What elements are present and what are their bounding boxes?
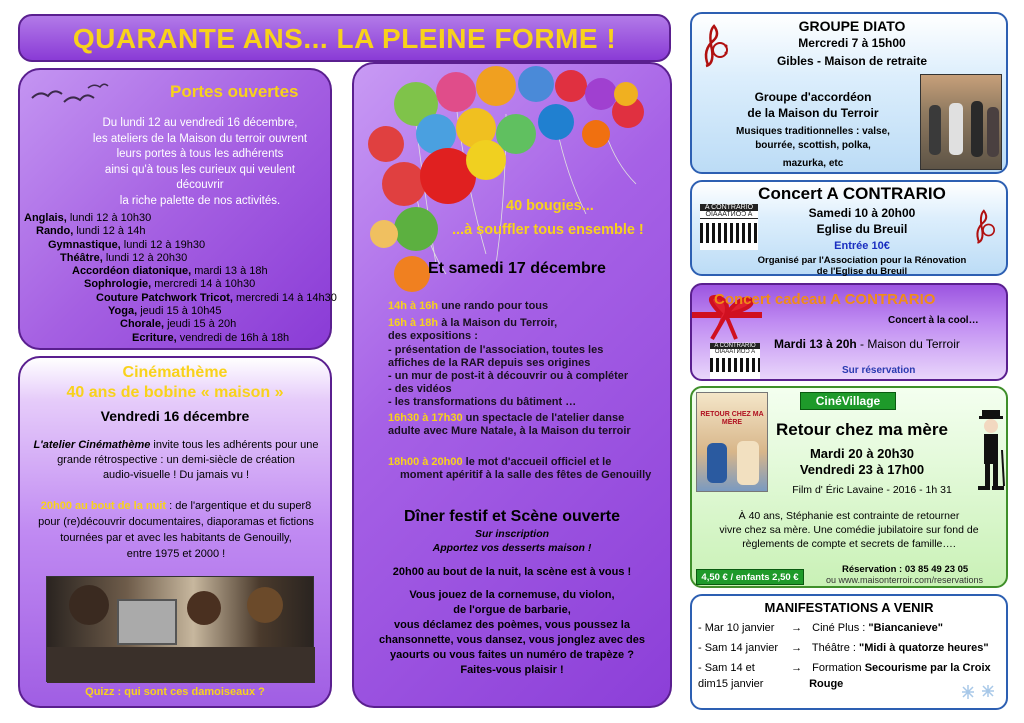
portes-intro-line: ainsi qu'à tous les curieux qui veulent découvrir bbox=[104, 163, 296, 191]
manif-row bbox=[698, 622, 1004, 634]
concert-panel bbox=[690, 180, 1008, 276]
time-desc-2: adulte avec Mure Natale, à la Maison du terroir bbox=[388, 424, 631, 437]
concert-org-1: Organisé par l'Association pour la Rénovation bbox=[757, 255, 967, 266]
vous-line: Faites-vous plaisir ! bbox=[460, 664, 564, 676]
logo-text: A CONTRARIO bbox=[710, 343, 760, 349]
schedule-item bbox=[24, 305, 330, 318]
schedule-name: Rando, bbox=[36, 225, 74, 238]
portes-intro-line: Du lundi 12 au vendredi 16 décembre, bbox=[102, 117, 298, 129]
bougies-line-2: ...à souffler tous ensemble ! bbox=[452, 222, 644, 238]
cadeau-title: Concert cadeau A CONTRARIO bbox=[714, 291, 936, 308]
film-desc-3: règlements de compte et secrets de famille…. bbox=[742, 538, 956, 550]
schedule-detail: lundi 12 à 19h30 bbox=[120, 238, 206, 251]
cine-p2-line: tournées par et avec les habitants de Genouilly, bbox=[60, 532, 292, 544]
schedule-item bbox=[24, 265, 330, 278]
time-desc: à la Maison du Terroir, bbox=[438, 317, 558, 330]
manif-date: - Sam 14 et bbox=[698, 662, 755, 674]
schedule-detail: jeudi 15 à 20h bbox=[164, 318, 237, 331]
schedule-detail: mercredi 14 à 10h30 bbox=[151, 278, 256, 291]
vous-line: Vous jouez de la cornemuse, du violon, bbox=[409, 589, 615, 601]
diato-mus-2: bourrée, scottish, polka, bbox=[755, 140, 871, 151]
time-desc: une rando pour tous bbox=[438, 300, 549, 312]
schedule-name: Ecriture, bbox=[132, 331, 177, 344]
manifestations-panel bbox=[690, 594, 1008, 710]
time-slot: 16h30 à 17h30 bbox=[388, 411, 463, 424]
cadeau-when-rest: - Maison du Terroir bbox=[856, 337, 960, 351]
cadeau-when bbox=[774, 337, 960, 351]
bougies-line-1: 40 bougies... bbox=[506, 198, 594, 214]
diato-when: Mercredi 7 à 15h00 bbox=[798, 36, 906, 50]
concert-org-2: de l'Eglise du Breuil bbox=[816, 266, 908, 277]
time-desc: un spectacle de l'atelier danse bbox=[462, 411, 625, 424]
time-desc-2: moment apéritif à la salle des fêtes de Genouilly bbox=[400, 469, 652, 482]
schedule-detail: mardi 13 à 18h bbox=[191, 265, 268, 278]
cinematheme-panel bbox=[18, 356, 332, 708]
manif-row bbox=[698, 642, 1004, 654]
cine-p1-rest: invite tous les adhérents pour une bbox=[150, 439, 319, 451]
schedule-name: Sophrologie, bbox=[84, 278, 152, 291]
cadeau-resa: Sur réservation bbox=[842, 365, 916, 376]
portes-intro-line: leurs portes à tous les adhérents bbox=[116, 148, 284, 160]
schedule-item bbox=[24, 239, 330, 252]
logo-text: A CONTRARIO bbox=[700, 204, 758, 211]
reservation-url[interactable]: ou www.maisonterroir.com/reservations bbox=[826, 575, 984, 585]
manif-bold: Secourisme par la Croix bbox=[864, 662, 991, 674]
concert-title: Concert A CONTRARIO bbox=[758, 184, 946, 203]
cadeau-when-bold: Mardi 13 à 20h bbox=[774, 337, 857, 351]
cine-date: Vendredi 16 décembre bbox=[100, 408, 250, 424]
time-slot: 18h00 à 20h00 bbox=[388, 456, 463, 469]
portes-ouvertes-panel bbox=[18, 68, 337, 350]
scene-line: 20h00 au bout de la nuit, la scène est à vous ! bbox=[392, 566, 632, 578]
schedule-name: Chorale, bbox=[120, 318, 165, 331]
price-badge: 4,50 € / enfants 2,50 € bbox=[696, 569, 804, 585]
arrow-icon: → bbox=[791, 662, 803, 674]
diato-sub-2: de la Maison du Terroir bbox=[747, 106, 879, 120]
expo-line: des expositions : bbox=[388, 330, 478, 343]
portes-schedule bbox=[24, 212, 337, 345]
music-clef-icon bbox=[970, 206, 996, 246]
manif-date-2: dim15 janvier bbox=[698, 678, 764, 690]
concert-when: Samedi 10 à 20h00 bbox=[808, 206, 916, 220]
schedule-detail: vendredi de 16h à 18h bbox=[176, 331, 290, 344]
reservation-phone: Réservation : 03 85 49 23 05 bbox=[842, 564, 969, 575]
schedule-name: Yoga, bbox=[108, 305, 138, 318]
manif-pre: Théâtre : bbox=[811, 642, 859, 654]
portes-intro-line: les ateliers de la Maison du terroir ouvrent bbox=[92, 132, 308, 145]
manif-bold-2: Rouge bbox=[809, 678, 844, 690]
chaplin-icon bbox=[976, 410, 1006, 494]
diato-title: GROUPE DIATO bbox=[798, 18, 906, 34]
diato-mus-1: Musiques traditionnelles : valse, bbox=[736, 126, 890, 137]
schedule-detail: lundi 12 à 14h bbox=[73, 225, 146, 238]
cadeau-logo bbox=[710, 343, 760, 379]
vous-line: de l'orgue de barbarie, bbox=[453, 604, 571, 616]
page-title: QUARANTE ANS... LA PLEINE FORME ! bbox=[72, 23, 617, 54]
cine-p2-line: pour (re)découvrir documentaires, diaporamas et fictions bbox=[38, 516, 314, 528]
samedi-heading: Et samedi 17 décembre bbox=[428, 260, 606, 277]
concert-where: Eglise du Breuil bbox=[816, 222, 908, 236]
film-desc-2: vivre chez sa mère. Une comédie jubilatoire sur fond de bbox=[719, 524, 979, 536]
schedule-name: Anglais, bbox=[24, 212, 67, 224]
manif-date: - Sam 14 janvier bbox=[698, 642, 779, 654]
cine-p1-line: grande rétrospective : un demi-siècle de création bbox=[57, 454, 295, 466]
schedule-detail: lundi 12 à 10h30 bbox=[66, 212, 152, 224]
expo-line: - présentation de l'association, toutes les bbox=[388, 343, 604, 356]
logo-text-mirror: OIAAATИOƆ A bbox=[700, 211, 758, 219]
arrow-icon: → bbox=[791, 642, 803, 654]
schedule-item bbox=[24, 291, 337, 305]
time-desc: le mot d'accueil officiel et le bbox=[462, 456, 612, 469]
programme bbox=[388, 300, 668, 482]
cine-p1-line: audio-visuelle ! Du jamais vu ! bbox=[102, 469, 250, 481]
cine-heading-1: Cinémathème bbox=[122, 364, 228, 381]
portes-intro bbox=[80, 116, 320, 209]
title-banner bbox=[18, 14, 671, 62]
schedule-detail: jeudi 15 à 10h45 bbox=[137, 305, 222, 318]
manif-pre: Ciné Plus : bbox=[812, 622, 869, 634]
portes-heading: Portes ouvertes bbox=[170, 82, 299, 101]
cine-photo bbox=[46, 576, 314, 682]
manif-bold: "Biancanieve" bbox=[868, 622, 944, 634]
cine-p2-highlight: 20h00 au bout de la nuit bbox=[40, 500, 167, 512]
cine-quiz: Quizz : qui sont ces damoiseaux ? bbox=[85, 686, 265, 698]
schedule-name: Gymnastique, bbox=[48, 238, 121, 251]
manif-row bbox=[698, 662, 1004, 674]
arrow-icon: → bbox=[791, 622, 803, 634]
cine-p1 bbox=[24, 438, 328, 483]
cinevillage-badge: CinéVillage bbox=[800, 392, 896, 410]
manif-bold: "Midi à quatorze heures" bbox=[859, 642, 989, 654]
concert-cadeau-panel bbox=[690, 283, 1008, 381]
expo-line: - les transformations du bâtiment … bbox=[388, 396, 577, 409]
time-slot: 14h à 16h bbox=[388, 300, 439, 312]
schedule-name: Théâtre, bbox=[60, 251, 103, 264]
concert-entree: Entrée 10€ bbox=[834, 240, 890, 252]
film-date-2: Vendredi 23 à 17h00 bbox=[799, 462, 925, 477]
schedule-item bbox=[24, 225, 330, 238]
cine-p2-rest: : de l'argentique et du super8 bbox=[166, 500, 312, 512]
vous-line: vous déclamez des poèmes, vous poussez la bbox=[394, 619, 630, 631]
snowflake-icon bbox=[960, 682, 1000, 702]
groupe-diato-panel bbox=[690, 12, 1008, 174]
manif-title: MANIFESTATIONS A VENIR bbox=[764, 600, 934, 615]
film-info: Film d' Éric Lavaine - 2016 - 1h 31 bbox=[792, 484, 952, 496]
manif-pre: Formation bbox=[812, 662, 865, 674]
cine-p2-line: entre 1975 et 2000 ! bbox=[126, 548, 226, 560]
schedule-name: Couture Patchwork Tricot, bbox=[96, 291, 233, 304]
logo-text-mirror: OIAAATИOƆ A bbox=[714, 349, 756, 355]
expo-line: affiches de la RAR depuis ses origines bbox=[388, 356, 591, 369]
schedule-item bbox=[24, 332, 330, 345]
diner-heading: Dîner festif et Scène ouverte bbox=[403, 508, 621, 525]
diato-photo bbox=[920, 74, 1002, 170]
cine-p2 bbox=[24, 498, 328, 562]
sur-inscription: Sur inscription bbox=[474, 528, 550, 540]
schedule-detail: lundi 12 à 20h30 bbox=[102, 251, 188, 264]
portes-intro-line: la riche palette de nos activités. bbox=[119, 194, 281, 207]
cine-p1-italic: L'atelier Cinémathème bbox=[33, 439, 151, 451]
vous-line: chansonnette, vous dansez, vous jonglez avec des bbox=[379, 634, 645, 646]
cine-heading-2: 40 ans de bobine « maison » bbox=[66, 384, 284, 401]
apportez: Apportez vos desserts maison ! bbox=[432, 542, 592, 554]
schedule-name: Accordéon diatonique, bbox=[72, 265, 192, 278]
time-slot: 16h à 18h bbox=[388, 317, 439, 330]
cinevillage-panel bbox=[690, 386, 1008, 588]
film-date-1: Mardi 20 à 20h30 bbox=[809, 446, 915, 461]
film-desc-1: À 40 ans, Stéphanie est contrainte de retourner bbox=[738, 510, 960, 522]
poster-title: RETOUR CHEZ MA MÈRE bbox=[700, 411, 764, 426]
schedule-item bbox=[24, 252, 330, 265]
diato-where: Gibles - Maison de retraite bbox=[776, 54, 928, 68]
diato-sub-1: Groupe d'accordéon bbox=[754, 90, 872, 104]
film-title: Retour chez ma mère bbox=[776, 420, 948, 439]
center-panel bbox=[352, 62, 672, 708]
manif-row-cont bbox=[698, 678, 1004, 690]
diato-mus-3: mazurka, etc bbox=[782, 158, 844, 169]
manif-date: - Mar 10 janvier bbox=[698, 622, 775, 634]
cinevillage-poster bbox=[696, 392, 768, 492]
expo-line: - des vidéos bbox=[388, 383, 452, 396]
concert-logo bbox=[700, 204, 758, 250]
expo-line: - un mur de post-it à découvrir ou à compléter bbox=[388, 370, 629, 383]
schedule-item bbox=[24, 278, 330, 291]
swallows-icon bbox=[30, 80, 110, 108]
schedule-detail: mercredi 14 à 14h30 bbox=[232, 291, 337, 304]
vous-line: yaourts ou vous faites un numéro de trapèze ? bbox=[390, 649, 634, 661]
cadeau-cool: Concert à la cool… bbox=[888, 315, 979, 326]
schedule-item bbox=[24, 318, 330, 331]
vous-paragraph bbox=[354, 588, 670, 678]
schedule-item bbox=[24, 212, 330, 225]
